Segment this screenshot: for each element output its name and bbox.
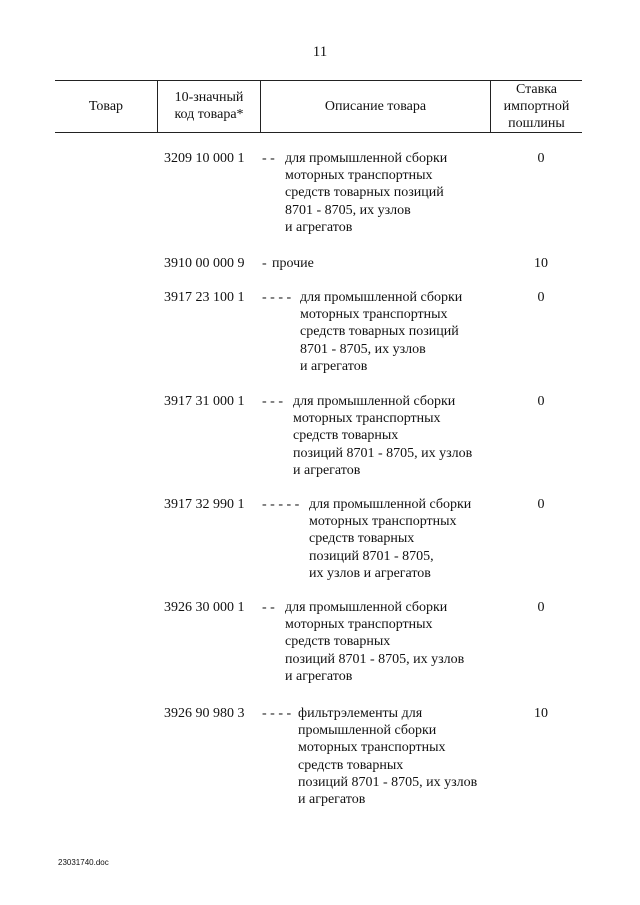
indent-dashes: -	[262, 256, 267, 271]
footer-filename: 23031740.doc	[58, 858, 109, 867]
product-description	[309, 496, 471, 582]
product-code: 3917 23 100 1	[164, 290, 245, 305]
indent-dashes: - - -	[262, 394, 283, 409]
description-line: средств товарных	[298, 757, 404, 773]
description-line: моторных транспортных	[309, 514, 457, 530]
page-number: 11	[312, 44, 328, 60]
header-description: Описание товара	[324, 99, 427, 114]
description-line: моторных транспортных	[300, 307, 448, 323]
duty-rate: 0	[537, 394, 545, 409]
product-description	[293, 393, 472, 479]
header-code	[158, 89, 260, 123]
description-line: прочие	[272, 256, 314, 271]
description-line: 8701 - 8705, их узлов	[285, 202, 411, 218]
duty-rate: 10	[534, 706, 548, 721]
duty-rate: 0	[537, 497, 545, 512]
product-description	[285, 599, 464, 685]
product-description	[300, 289, 462, 375]
product-code: 3917 32 990 1	[164, 497, 245, 512]
description-line: и агрегатов	[285, 219, 353, 235]
product-code: 3910 00 000 9	[164, 256, 245, 271]
description-line: 8701 - 8705, их узлов	[300, 341, 426, 357]
table-header-bottom-rule	[55, 132, 582, 133]
product-code: 3917 31 000 1	[164, 394, 245, 409]
product-description	[272, 255, 314, 272]
description-line: моторных транспортных	[298, 740, 446, 756]
description-line: промышленной сборки	[298, 723, 437, 739]
description-line: позиций 8701 - 8705, их узлов	[298, 774, 478, 790]
product-code: 3209 10 000 1	[164, 151, 245, 166]
indent-dashes: - -	[262, 600, 275, 615]
description-line: для промышленной сборки	[300, 290, 463, 305]
product-description	[285, 150, 447, 236]
description-line: фильтрэлементы для	[298, 706, 423, 721]
description-line: и агрегатов	[285, 668, 353, 684]
indent-dashes: - -	[262, 151, 275, 166]
duty-rate: 10	[534, 256, 548, 271]
description-line: позиций 8701 - 8705,	[309, 548, 434, 564]
header-rate-line: импортной	[503, 99, 570, 114]
description-line: позиций 8701 - 8705, их узлов	[293, 445, 473, 461]
product-code: 3926 90 980 3	[164, 706, 245, 721]
header-code-line: код товара*	[174, 107, 244, 122]
description-line: средств товарных	[293, 428, 399, 444]
description-line: их узлов и агрегатов	[309, 565, 431, 581]
header-rate	[491, 81, 582, 132]
description-line: моторных транспортных	[285, 168, 433, 184]
description-line: для промышленной сборки	[309, 497, 472, 512]
description-line: средств товарных позиций	[285, 185, 444, 201]
duty-rate: 0	[537, 151, 545, 166]
indent-dashes: - - - -	[262, 706, 292, 721]
description-line: средств товарных позиций	[300, 324, 459, 340]
description-line: моторных транспортных	[285, 617, 433, 633]
description-line: моторных транспортных	[293, 411, 441, 427]
header-rate-line: пошлины	[508, 116, 565, 131]
description-line: позиций 8701 - 8705, их узлов	[285, 651, 465, 667]
header-rate-line: Ставка	[515, 82, 558, 97]
header-code-line: 10-значный	[174, 90, 244, 105]
description-line: и агрегатов	[300, 358, 368, 374]
description-line: и агрегатов	[298, 792, 366, 808]
description-line: для промышленной сборки	[285, 151, 448, 166]
duty-rate: 0	[537, 290, 545, 305]
indent-dashes: - - - -	[262, 290, 292, 305]
description-line: средств товарных	[285, 634, 391, 650]
product-code: 3926 30 000 1	[164, 600, 245, 615]
header-tovar: Товар	[88, 99, 124, 114]
description-line: для промышленной сборки	[285, 600, 448, 615]
description-line: средств товарных	[309, 531, 415, 547]
duty-rate: 0	[537, 600, 545, 615]
product-description	[298, 705, 477, 808]
indent-dashes: - - - - -	[262, 497, 300, 512]
description-line: для промышленной сборки	[293, 394, 456, 409]
description-line: и агрегатов	[293, 462, 361, 478]
